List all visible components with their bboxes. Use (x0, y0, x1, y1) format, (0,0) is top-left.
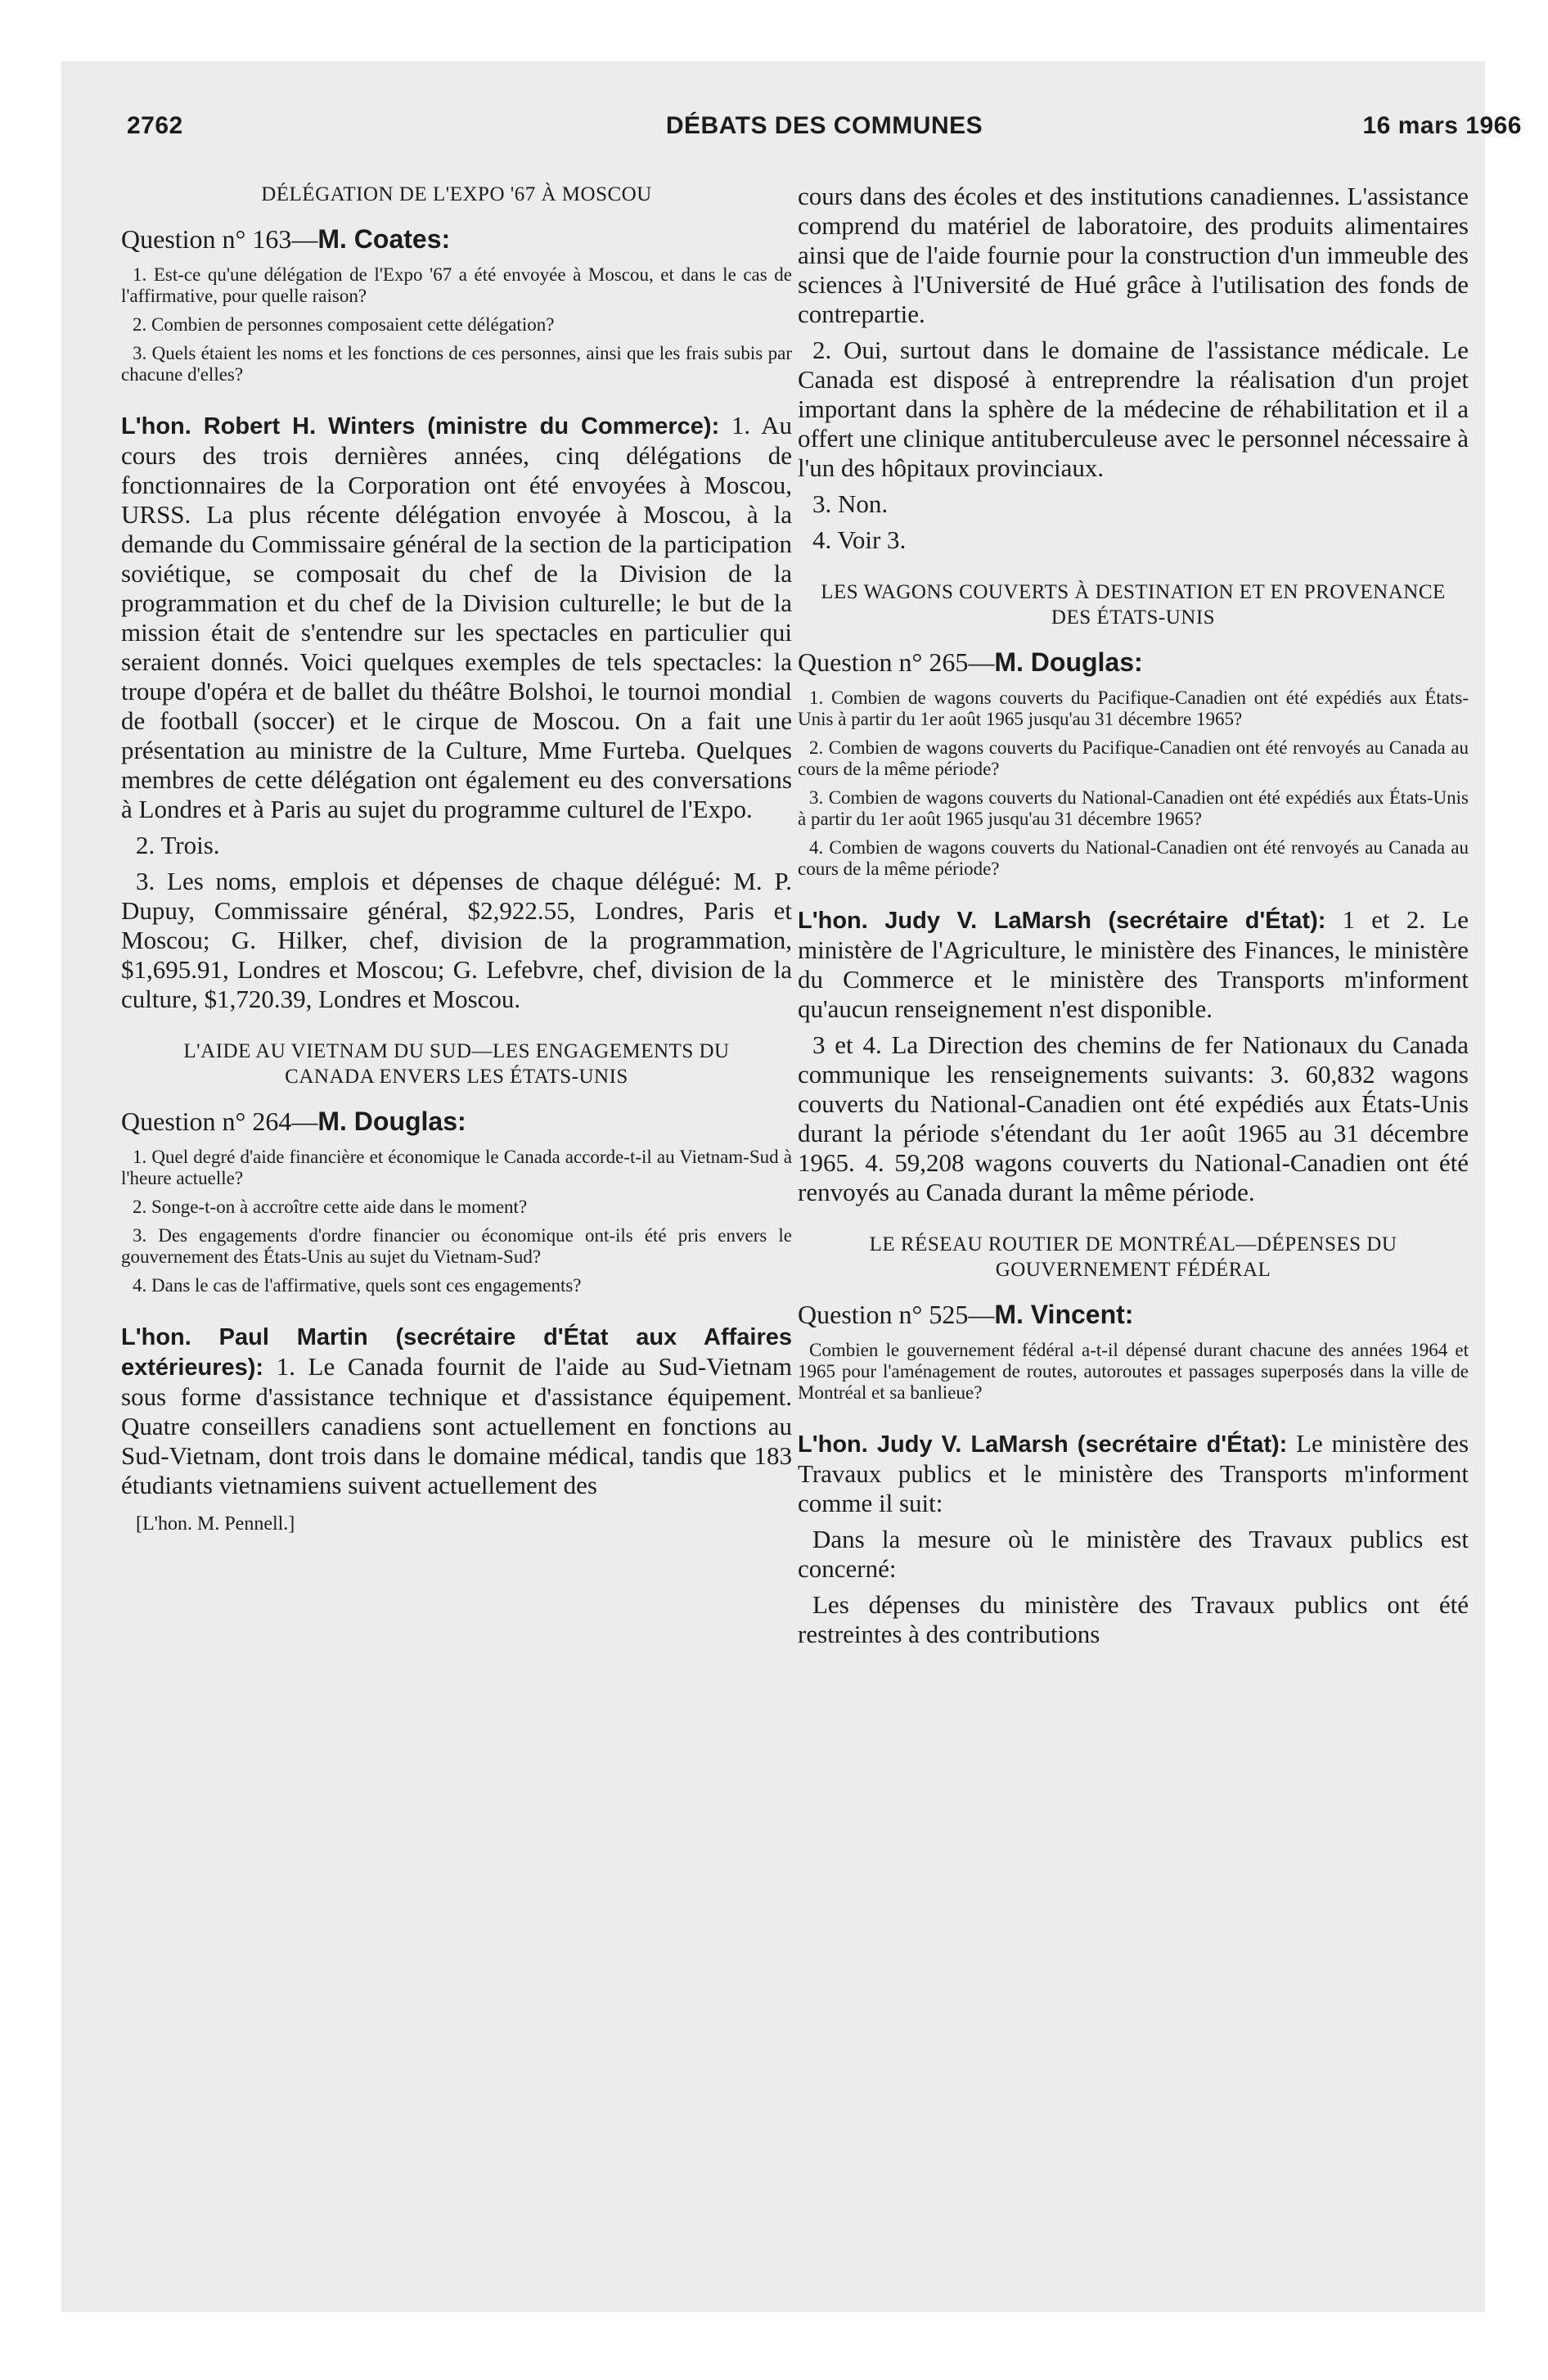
scanned-page (61, 61, 1522, 2312)
question-163 (121, 223, 792, 255)
question-item: 3. Combien de wagons couverts du National-Canadien ont été expédiés aux États-Unis à partir du 1er août 1965 jusqu'au 31 décembre 1965? (798, 787, 1469, 829)
question-member: M. Vincent: (994, 1300, 1134, 1329)
answer-text: 1. Au cours des trois dernières années, cinq délégations de fonctionnaires de la Corporation ont été envoyées à Moscou, URSS. La plus récente délégation envoyée à Moscou, à la demande du Commissaire général de la section de la participation soviétique, se composait du chef de la Division de la programmation et du chef de la Division culturelle; le but de la mission était de s'entendre sur les spectacles en particulier qui seraient donnés. Voici quelques exemples de tels spectacles: la troupe d'opéra et de ballet du théâtre Bolshoi, le tournoi mondial de football (soccer) et le cirque de Moscou. On a fait une présentation au ministre de la Culture, Mme Furteba. Quelques membres de cette délégation ont également eu des conversations à Londres et à Paris au sujet du programme culturel de l'Expo. (121, 411, 792, 823)
question-item: 2. Songe-t-on à accroître cette aide dans le moment? (133, 1197, 528, 1217)
question-item: 3. Quels étaient les noms et les fonctions de ces personnes, ainsi que les frais subis par chacune d'elles? (121, 343, 792, 385)
answer-paragraph: 4. Voir 3. (812, 525, 907, 554)
answer-paragraph: cours dans des écoles et des institutions canadiennes. L'assistance comprend du matériel de laboratoire, des produits alimentaires ainsi que de l'aide fournie pour la construction d'un immeuble des sciences à l'Université de Hué grâce à l'utilisation des fonds de contrepartie. (798, 182, 1469, 328)
footer-note: [L'hon. M. Pennell.] (136, 1513, 295, 1535)
speaker-name: L'hon. Judy V. LaMarsh (secrétaire d'État): (798, 908, 1326, 934)
left-column (121, 182, 792, 1555)
question-item: 3. Des engagements d'ordre financier ou économique ont-ils été pris envers le gouvernement des États-Unis au sujet du Vietnam-Sud? (121, 1225, 792, 1267)
speaker-name: L'hon. Judy V. LaMarsh (secrétaire d'État): (798, 1431, 1288, 1458)
section-heading-montreal: LE RÉSEAU ROUTIER DE MONTRÉAL—DÉPENSES DU GOUVERNEMENT FÉDÉRAL (869, 1233, 1397, 1281)
question-item: 4. Combien de wagons couverts du National-Canadien ont été renvoyés au Canada au cours de la même période? (798, 837, 1469, 879)
answer-paragraph (121, 411, 792, 824)
question-item: 1. Quel degré d'aide financière et économique le Canada accorde-t-il au Vietnam-Sud à l'heure actuelle? (121, 1147, 792, 1188)
question-number: Question n° 265— (798, 647, 995, 677)
question-item: 1. Combien de wagons couverts du Pacifique-Canadien ont été expédiés aux États-Unis à partir du 1er août 1965 jusqu'au 31 décembre 1965? (798, 687, 1469, 729)
running-head (127, 112, 1522, 145)
answer-paragraph: 2. Trois. (136, 831, 220, 859)
answer-paragraph: 3 et 4. La Direction des chemins de fer Nationaux du Canada communique les renseignements suivants: 3. 60,832 wagons couverts du National-Canadien ont été expédiés aux États-Unis durant la période s'étendant du 1er août 1965 au 31 décembre 1965. 4. 59,208 wagons couverts du National-Canadien ont été renvoyés au Canada durant la même période. (798, 1030, 1469, 1206)
speaker-name: L'hon. Paul Martin (secrétaire d'État aux Affaires extérieures): (121, 1324, 792, 1381)
answer-text: 1. Le Canada fournit de l'aide au Sud-Vietnam sous forme d'assistance technique et d'assistance équipement. Quatre conseillers canadiens sont actuellement en fonctions au Sud-Vietnam, dont trois dans le domaine médical, tandis que 183 étudiants vietnamiens suivent actuellement des (121, 1352, 792, 1499)
question-member: M. Douglas: (317, 1107, 466, 1136)
question-member: M. Coates: (317, 224, 451, 254)
answer-paragraph (798, 905, 1469, 1024)
section-heading-vietnam: L'AIDE AU VIETNAM DU SUD—LES ENGAGEMENTS DU CANADA ENVERS LES ÉTATS-UNIS (183, 1040, 730, 1088)
section-heading-wagons: LES WAGONS COUVERTS À DESTINATION ET EN PROVENANCE DES ÉTATS-UNIS (821, 581, 1446, 629)
question-264 (121, 1106, 792, 1137)
answer-paragraph (798, 1429, 1469, 1518)
question-item: 4. Dans le cas de l'affirmative, quels sont ces engagements? (133, 1275, 582, 1296)
question-number: Question n° 264— (121, 1107, 318, 1136)
question-item: Combien le gouvernement fédéral a-t-il dépensé durant chacune des années 1964 et 1965 pour l'aménagement de routes, autoroutes et passages superposés dans la ville de Montréal et sa banlieue? (798, 1340, 1469, 1403)
question-number: Question n° 163— (121, 224, 318, 254)
question-265 (798, 647, 1469, 678)
answer-paragraph (121, 1322, 792, 1500)
page-number: 2762 (127, 112, 183, 139)
question-member: M. Douglas: (994, 647, 1143, 677)
answer-paragraph: Dans la mesure où le ministère des Travaux publics est concerné: (798, 1525, 1469, 1583)
question-item: 2. Combien de wagons couverts du Pacifique-Canadien ont été renvoyés au Canada au cours de la même période? (798, 737, 1469, 779)
answer-paragraph: 3. Non. (812, 489, 889, 518)
issue-date: 16 mars 1966 (1362, 112, 1522, 139)
question-number: Question n° 525— (798, 1300, 995, 1329)
question-item: 1. Est-ce qu'une délégation de l'Expo '67 a été envoyée à Moscou, et dans le cas de l'affirmative, pour quelle raison? (121, 264, 792, 306)
answer-text: 1 et 2. Le ministère de l'Agriculture, le ministère des Finances, le ministère du Commerce et le ministère des Transports m'informent qu'aucun renseignement n'est disponible. (798, 905, 1469, 1023)
answer-text: Le ministère des Travaux publics et le ministère des Transports m'informent comme il suit: (798, 1429, 1469, 1517)
section-heading-expo: DÉLÉGATION DE L'EXPO '67 À MOSCOU (261, 183, 652, 205)
question-525 (798, 1299, 1469, 1330)
answer-paragraph: Les dépenses du ministère des Travaux publics ont été restreintes à des contributions (798, 1590, 1469, 1648)
journal-title: DÉBATS DES COMMUNES (665, 112, 983, 139)
question-item: 2. Combien de personnes composaient cette délégation? (133, 314, 555, 335)
answer-paragraph: 2. Oui, surtout dans le domaine de l'assistance médicale. Le Canada est disposé à entreprendre la réalisation d'un projet important dans la sphère de la médecine de réhabilitation et il a offert une clinique antituberculeuse avec le personnel nécessaire à l'un des hôpitaux provinciaux. (798, 336, 1469, 482)
answer-paragraph: 3. Les noms, emplois et dépenses de chaque délégué: M. P. Dupuy, Commissaire général, $2,922.55, Londres, Paris et Moscou; G. Hilker, chef, division de la programmation, $1,695.91, Londres et Moscou; G. Lefebvre, chef, division de la culture, $1,720.39, Londres et Moscou. (121, 867, 792, 1013)
right-column (798, 182, 1469, 1656)
speaker-name: L'hon. Robert H. Winters (ministre du Commerce): (121, 413, 720, 439)
